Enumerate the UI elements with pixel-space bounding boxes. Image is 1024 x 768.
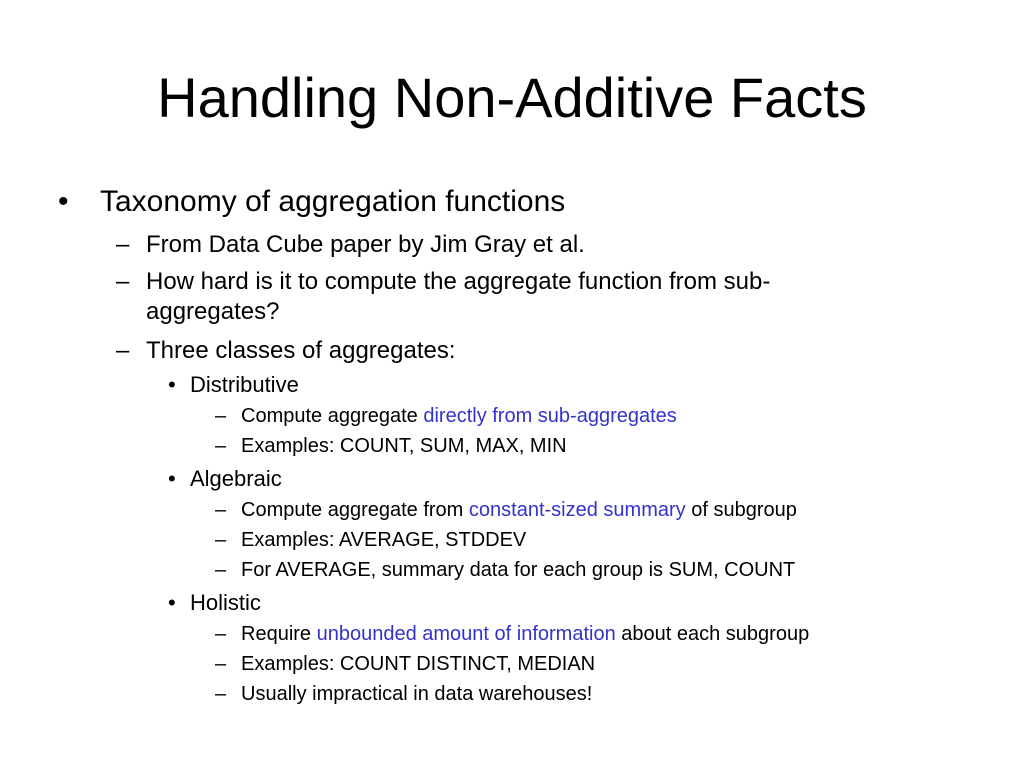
highlight-text: directly from sub-aggregates (423, 405, 677, 427)
dash-marker: – (116, 337, 130, 364)
dash-marker: – (215, 405, 227, 427)
dash-marker: – (215, 653, 227, 675)
bullet-how-hard-line1: How hard is it to compute the aggregate function from sub- (146, 268, 771, 295)
sub-item-text: Compute aggregate (241, 405, 424, 427)
bullet-three-classes: Three classes of aggregates: (146, 337, 456, 364)
dash-marker: – (116, 231, 130, 258)
sub-item-text: Compute aggregate from (241, 499, 469, 521)
dash-marker: – (116, 268, 130, 295)
highlight-text: unbounded amount of information (316, 623, 616, 645)
bullet-marker: • (168, 590, 176, 615)
dash-marker: – (215, 559, 227, 581)
sub-item (241, 405, 677, 428)
class-holistic: Holistic (190, 590, 261, 615)
dash-marker: – (215, 623, 227, 645)
class-distributive: Distributive (190, 372, 299, 397)
sub-item: Usually impractical in data warehouses! (241, 683, 593, 705)
dash-marker: – (215, 529, 227, 551)
sub-item: Examples: COUNT, SUM, MAX, MIN (241, 435, 567, 457)
bullet-marker: • (168, 466, 176, 491)
sub-item (241, 623, 809, 646)
dash-marker: – (215, 435, 227, 457)
bullet-marker: • (168, 372, 176, 397)
dash-marker: – (215, 683, 227, 705)
sub-item (241, 499, 797, 522)
bullet-marker: • (58, 185, 69, 218)
sub-item: Examples: AVERAGE, STDDEV (241, 529, 527, 551)
bullet-taxonomy: Taxonomy of aggregation functions (100, 185, 566, 218)
sub-item-text: of subgroup (685, 499, 797, 521)
sub-item-text: about each subgroup (615, 623, 810, 645)
slide-title: Handling Non-Additive Facts (157, 66, 867, 129)
bullet-how-hard-line2: aggregates? (146, 298, 280, 325)
sub-item: For AVERAGE, summary data for each group is SUM, COUNT (241, 559, 796, 581)
highlight-text: constant-sized summary (468, 499, 686, 521)
dash-marker: – (215, 499, 227, 521)
bullet-data-cube: From Data Cube paper by Jim Gray et al. (146, 231, 585, 258)
sub-item-text: Require (241, 623, 317, 645)
class-algebraic: Algebraic (190, 466, 282, 491)
sub-item: Examples: COUNT DISTINCT, MEDIAN (241, 653, 596, 675)
